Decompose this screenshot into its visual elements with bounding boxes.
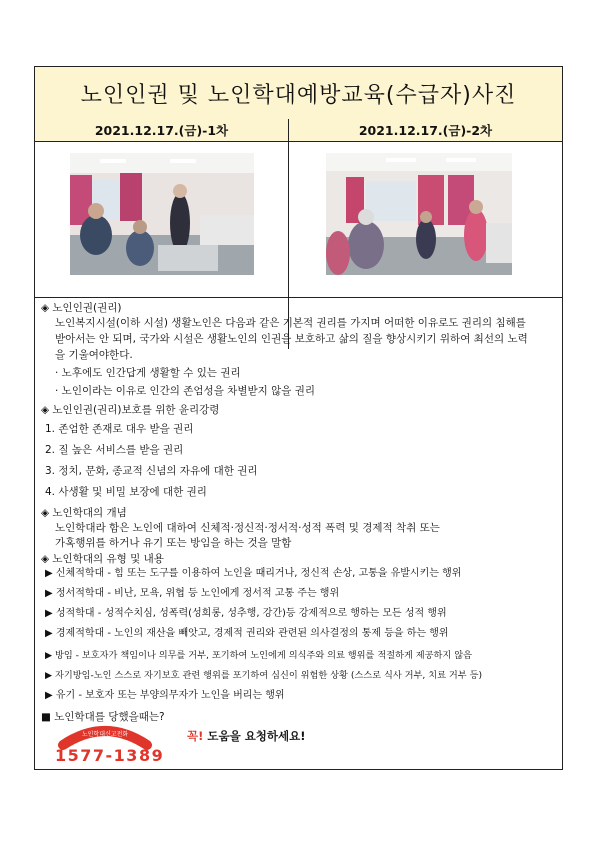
types-item-4: ▶ 경제적학대 - 노인의 재산을 빼앗고, 경제적 권리와 관련된 의사결정의 통제 등을 하는 행위 (45, 628, 449, 639)
types-item-7: ▶ 유기 - 보호자 또는 부양의무자가 노인을 버리는 행위 (45, 690, 285, 701)
session-photo-1 (70, 153, 254, 275)
rights-bullet-1: · 노후에도 인간답게 생활할 수 있는 권리 (55, 367, 241, 379)
types-item-3: ▶ 성적학대 - 성적수치심, 성폭력(성희롱, 성추행, 강간)등 강제적으로 행하는 모든 성적 행위 (45, 608, 447, 619)
concept-body-line-1: 노인학대라 함은 노인에 대하여 신체적·정신적·정서적·성적 폭력 및 경제적 착취 또는 (55, 522, 440, 534)
contact-heading: ■ 노인학대를 당했을때는? (41, 711, 165, 723)
rights-heading: ◈ 노인인권(권리) (41, 302, 122, 314)
photo-caption-1: 2021.12.17.(금)-1차 (35, 119, 288, 142)
ethics-item-4: 4. 사생활 및 비밀 보장에 대한 권리 (45, 486, 207, 498)
help-message (187, 728, 305, 744)
hotline-logo-text: 노인학대신고전화 (81, 731, 129, 738)
types-item-6: ▶ 자기방임-노인 스스로 자기보호 관련 행위를 포기하여 심신이 위험한 상황 (스스로 식사 거부, 치료 거부 등) (45, 670, 483, 681)
types-item-1: ▶ 신체적학대 - 힘 또는 도구를 이용하여 노인을 때리거나, 정신적 손상, 고통을 유발시키는 행위 (45, 568, 462, 579)
types-item-5: ▶ 방임 - 보호자가 책임이나 의무를 거부, 포기하여 노인에게 의식주와 의료 행위를 적절하게 제공하지 않음 (45, 650, 472, 661)
title-bar (35, 67, 562, 120)
photo-cell-2 (289, 119, 562, 349)
session-photo-2 (326, 153, 512, 275)
ethics-item-2: 2. 질 높은 서비스를 받을 권리 (45, 444, 184, 456)
help-emphasis: 꼭! (187, 729, 204, 743)
ethics-heading: ◈ 노인인권(권리)보호를 위한 윤리강령 (41, 404, 220, 416)
rights-body-line-1: 노인복지시설(이하 시설) 생활노인은 다음과 같은 기본적 권리를 가지며 어떠한 이유로도 권리의 침해를 (55, 317, 526, 329)
ethics-item-3: 3. 정치, 문화, 종교적 신념의 자유에 대한 권리 (45, 465, 258, 477)
types-item-2: ▶ 정서적학대 - 비난, 모욕, 위협 등 노인에게 정서적 고통 주는 행위 (45, 588, 340, 599)
types-heading: ◈ 노인학대의 유형 및 내용 (41, 553, 164, 565)
content-area (35, 297, 562, 765)
concept-heading: ◈ 노인학대의 개념 (41, 507, 127, 519)
ethics-item-1: 1. 존엄한 존재로 대우 받을 권리 (45, 423, 194, 435)
rights-bullet-2: · 노인이라는 이유로 인간의 존엄성을 차별받지 않을 권리 (55, 385, 315, 397)
rights-body-line-3: 을 기울여야한다. (55, 349, 133, 361)
photo-caption-2: 2021.12.17.(금)-2차 (289, 119, 562, 142)
help-text: 도움을 요청하세요! (203, 729, 306, 743)
rights-body-line-2: 받아서는 안 되며, 국가와 시설은 생활노인의 인권을 보호하고 삶의 질을 향상시키기 위하여 최선의 노력 (55, 333, 528, 345)
poster-frame (34, 66, 563, 770)
page-title: 노인인권 및 노인학대예방교육(수급자)사진 (80, 82, 517, 108)
concept-body-line-2: 가혹행위를 하거나 유기 또는 방임을 하는 것을 말함 (55, 537, 292, 549)
hotline-number: 1577-1389 (55, 746, 165, 765)
